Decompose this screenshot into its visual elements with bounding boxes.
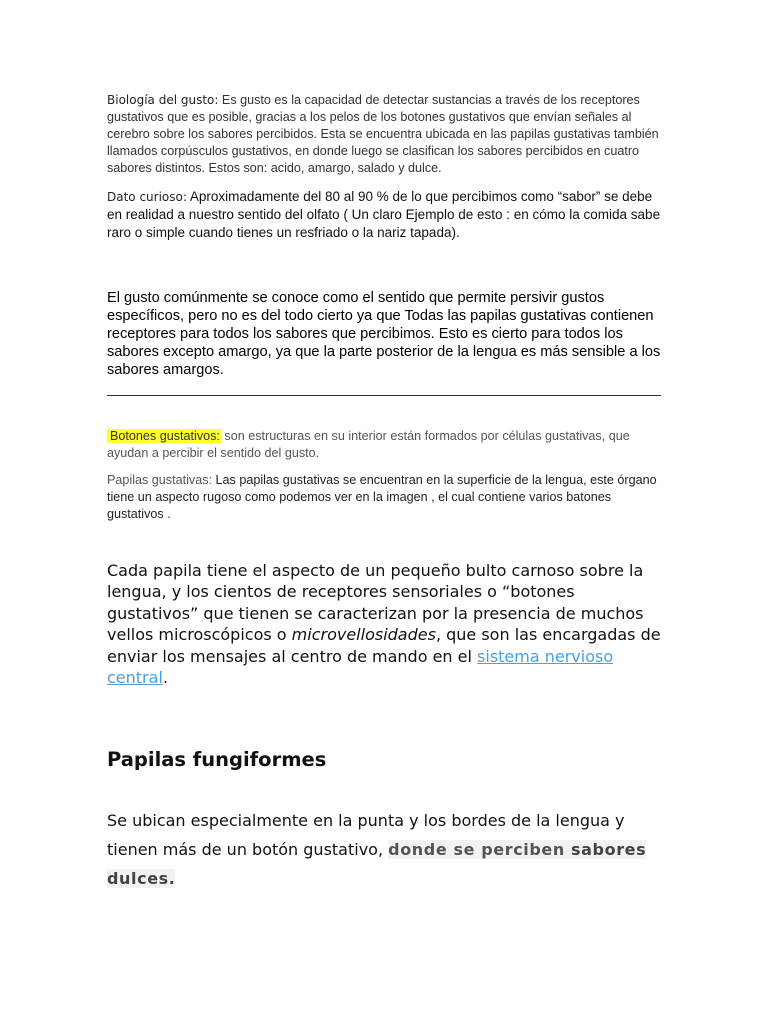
fungiformes-shaded-2: sabores dulces. xyxy=(107,840,647,888)
cada-papila-text-after: . xyxy=(162,668,168,688)
gusto-paragraph: El gusto comúnmente se conoce como el sentido que permite persivir gustos específicos, pero no es del todo cierto ya que Todas las papilas gustativas contienen receptores para todos los sabores que percibimos. Esto es cierto para todos los sabores excepto amargo, ya que la parte posterior de la lengua es más sensible a los sabores amargos. xyxy=(107,290,661,378)
fungiformes-heading: Papilas fungiformes xyxy=(107,748,327,771)
cada-papila-text-middle: , que son las encargadas de enviar los mensajes al centro de mando en el xyxy=(107,625,661,666)
dato-curioso-text: Aproximadamente del 80 al 90 % de lo que percibimos como “sabor” se debe en realidad a nuestro sentido del olfato ( Un claro Ejemplo de esto : en cómo la comida sabe raro o simple cuando tienes un resfriado o la nariz tapada). xyxy=(107,189,661,240)
biologia-paragraph xyxy=(107,92,663,177)
botones-highlight-label: Botones gustativos: xyxy=(107,429,221,443)
botones-paragraph xyxy=(107,428,663,462)
microvellosidades-italic: microvellosidades xyxy=(291,625,436,645)
papilas-paragraph xyxy=(107,472,663,523)
fungiformes-text: Se ubican especialmente en la punta y los bordes de la lengua y tienen más de un botón gustativo, xyxy=(107,811,625,859)
biologia-label: Biología del gusto: xyxy=(107,93,219,107)
botones-text: son estructuras en su interior están formados por células gustativas, que ayudan a percibir el sentido del gusto. xyxy=(107,429,630,460)
sistema-nervioso-link[interactable]: sistema nervioso central xyxy=(107,646,614,688)
papilas-text: Las papilas gustativas se encuentran en la superficie de la lengua, este órgano tiene un aspecto rugoso como podemos ver en la imagen , el cual contiene varios batones gustativos . xyxy=(107,473,657,521)
cada-papila-paragraph xyxy=(107,560,667,688)
dato-curioso-label: Dato curioso: xyxy=(107,190,187,204)
fungiformes-shaded-1: donde se perciben xyxy=(388,840,572,859)
dato-curioso-paragraph xyxy=(107,188,663,242)
fungiformes-paragraph xyxy=(107,806,667,893)
cada-papila-text-before: Cada papila tiene el aspecto de un pequeño bulto carnoso sobre la lengua, y los cientos de receptores sensoriales o “botones gustativos” que tienen se caracterizan por la presencia de muchos vellos microscópicos o xyxy=(107,561,644,645)
biologia-text: Es gusto es la capacidad de detectar sustancias a través de los receptores gustativos que es posible, gracias a los pelos de los botones gustativos que envían señales al cerebro sobre los sabores percibidos. Esta se encuentra ubicada en las papilas gustativas también llamados corpúsculos gustativos, en donde luego se clasifican los sabores percibidos en cuatro sabores distintos. Estos son: acido, amargo, salado y dulce. xyxy=(107,93,659,175)
horizontal-divider xyxy=(107,395,661,396)
papilas-label: Papilas gustativas: xyxy=(107,473,213,487)
